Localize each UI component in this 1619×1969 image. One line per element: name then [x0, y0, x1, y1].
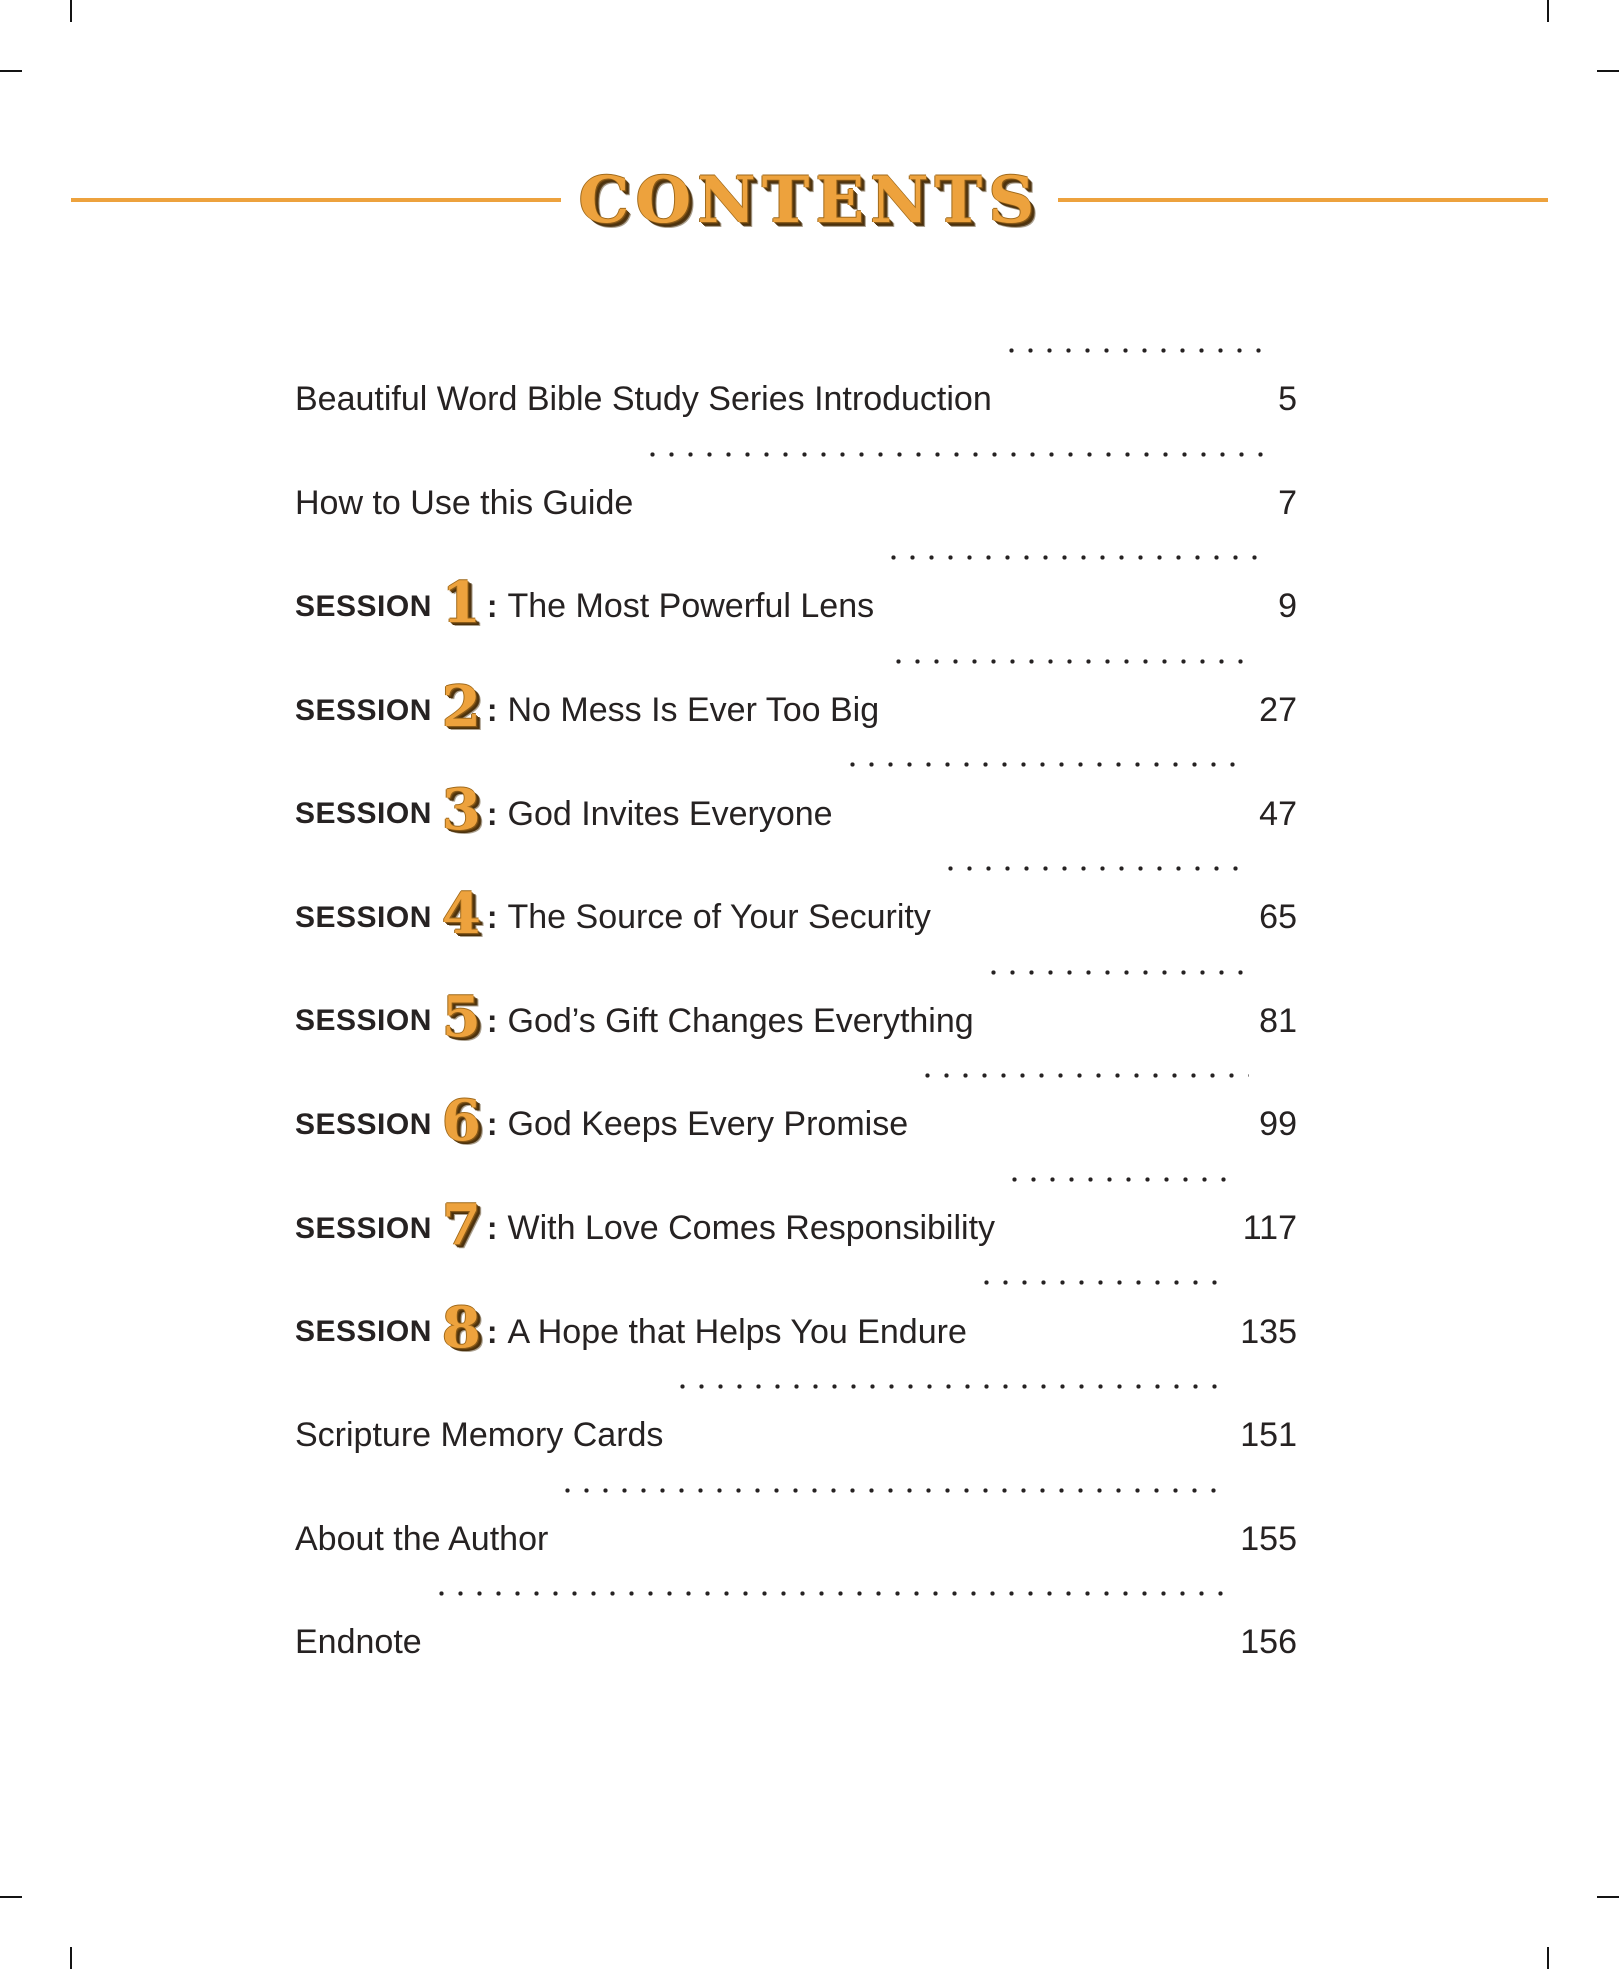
toc-entry-page: 27 [1259, 691, 1297, 730]
session-label: SESSION [295, 1211, 432, 1245]
toc-entry [295, 1073, 1297, 1177]
toc-entry-label: God’s Gift Changes Everything [507, 1001, 974, 1040]
dot-leader [843, 762, 1250, 866]
header-rule-right [1058, 198, 1548, 202]
contents-header [71, 158, 1548, 242]
session-colon: : [486, 1210, 498, 1247]
crop-mark-top-right-horizontal [1597, 70, 1619, 72]
toc-entry-label: About the Author [295, 1519, 549, 1558]
toc-entry-label: How to Use this Guide [295, 483, 634, 522]
toc-entry [295, 452, 1297, 556]
crop-mark-bottom-right-horizontal [1597, 1896, 1619, 1898]
toc-entry-page: 9 [1278, 587, 1297, 626]
dot-leader [673, 1384, 1230, 1488]
session-label: SESSION [295, 1004, 432, 1038]
session-number: 6 [441, 1087, 481, 1154]
session-label: SESSION [295, 1107, 432, 1141]
dot-leader [1005, 1177, 1233, 1281]
toc-entry-label: Beautiful Word Bible Study Series Introduction [295, 380, 992, 419]
toc-entry [295, 1384, 1297, 1488]
dot-leader [643, 452, 1268, 556]
toc-entry-page: 156 [1240, 1623, 1297, 1662]
toc-entry-label: With Love Comes Responsibility [507, 1209, 996, 1248]
toc-entry-page: 117 [1242, 1209, 1297, 1248]
toc-entry-label: No Mess Is Ever Too Big [507, 691, 880, 730]
session-label: SESSION [295, 797, 432, 831]
toc-entry-page: 99 [1259, 1105, 1297, 1144]
toc-entry [295, 1591, 1297, 1695]
toc-entry [295, 1280, 1297, 1384]
toc-entry-label: The Source of Your Security [507, 898, 931, 937]
session-label: SESSION [295, 693, 432, 727]
session-number: 2 [441, 673, 481, 740]
session-number: 1 [441, 569, 481, 636]
session-label: SESSION [295, 1315, 432, 1349]
dot-leader [984, 970, 1250, 1074]
session-number: 4 [441, 880, 481, 947]
session-number: 3 [441, 777, 481, 844]
toc-entry [295, 1177, 1297, 1281]
toc-entry-page: 151 [1240, 1416, 1297, 1455]
toc-entry-page: 81 [1259, 1001, 1297, 1040]
dot-leader [977, 1280, 1230, 1384]
page-title: CONTENTS [578, 162, 1041, 238]
toc-entry-label: God Keeps Every Promise [507, 1105, 909, 1144]
toc-entry-page: 65 [1259, 898, 1297, 937]
dot-leader [889, 659, 1249, 763]
crop-mark-top-left-vertical [70, 0, 72, 22]
session-colon: : [486, 1106, 498, 1143]
toc-entry-page: 7 [1278, 483, 1297, 522]
session-colon: : [486, 899, 498, 936]
toc-entry [295, 970, 1297, 1074]
toc-entry-page: 5 [1278, 380, 1297, 419]
crop-mark-bottom-right-vertical [1547, 1947, 1549, 1969]
session-colon: : [486, 1313, 498, 1350]
dot-leader [432, 1591, 1231, 1695]
session-label: SESSION [295, 589, 432, 623]
dot-leader [918, 1073, 1249, 1177]
toc-entry [295, 866, 1297, 970]
dot-leader [558, 1488, 1230, 1592]
session-number: 8 [441, 1295, 481, 1362]
toc-entry [295, 659, 1297, 763]
toc-entry-label: God Invites Everyone [507, 794, 833, 833]
session-colon: : [486, 1002, 498, 1039]
session-label: SESSION [295, 900, 432, 934]
toc-entry [295, 1488, 1297, 1592]
session-colon: : [486, 795, 498, 832]
session-number: 5 [441, 984, 481, 1051]
session-number: 7 [441, 1191, 481, 1258]
dot-leader [941, 866, 1249, 970]
session-colon: : [486, 692, 498, 729]
toc-entry-label: A Hope that Helps You Endure [507, 1312, 967, 1351]
session-colon: : [486, 588, 498, 625]
toc-list [295, 348, 1297, 1695]
toc-entry-label: The Most Powerful Lens [507, 587, 875, 626]
toc-entry [295, 348, 1297, 452]
toc-entry [295, 762, 1297, 866]
toc-entry-page: 135 [1240, 1312, 1297, 1351]
toc-entry-label: Endnote [295, 1623, 422, 1662]
header-rule-left [71, 198, 561, 202]
dot-leader [884, 555, 1268, 659]
dot-leader [1002, 348, 1268, 452]
crop-mark-bottom-left-vertical [70, 1947, 72, 1969]
crop-mark-top-left-horizontal [0, 70, 22, 72]
crop-mark-top-right-vertical [1547, 0, 1549, 22]
toc-entry-label: Scripture Memory Cards [295, 1416, 664, 1455]
toc-entry [295, 555, 1297, 659]
toc-entry-page: 47 [1259, 794, 1297, 833]
toc-entry-page: 155 [1240, 1519, 1297, 1558]
crop-mark-bottom-left-horizontal [0, 1896, 22, 1898]
